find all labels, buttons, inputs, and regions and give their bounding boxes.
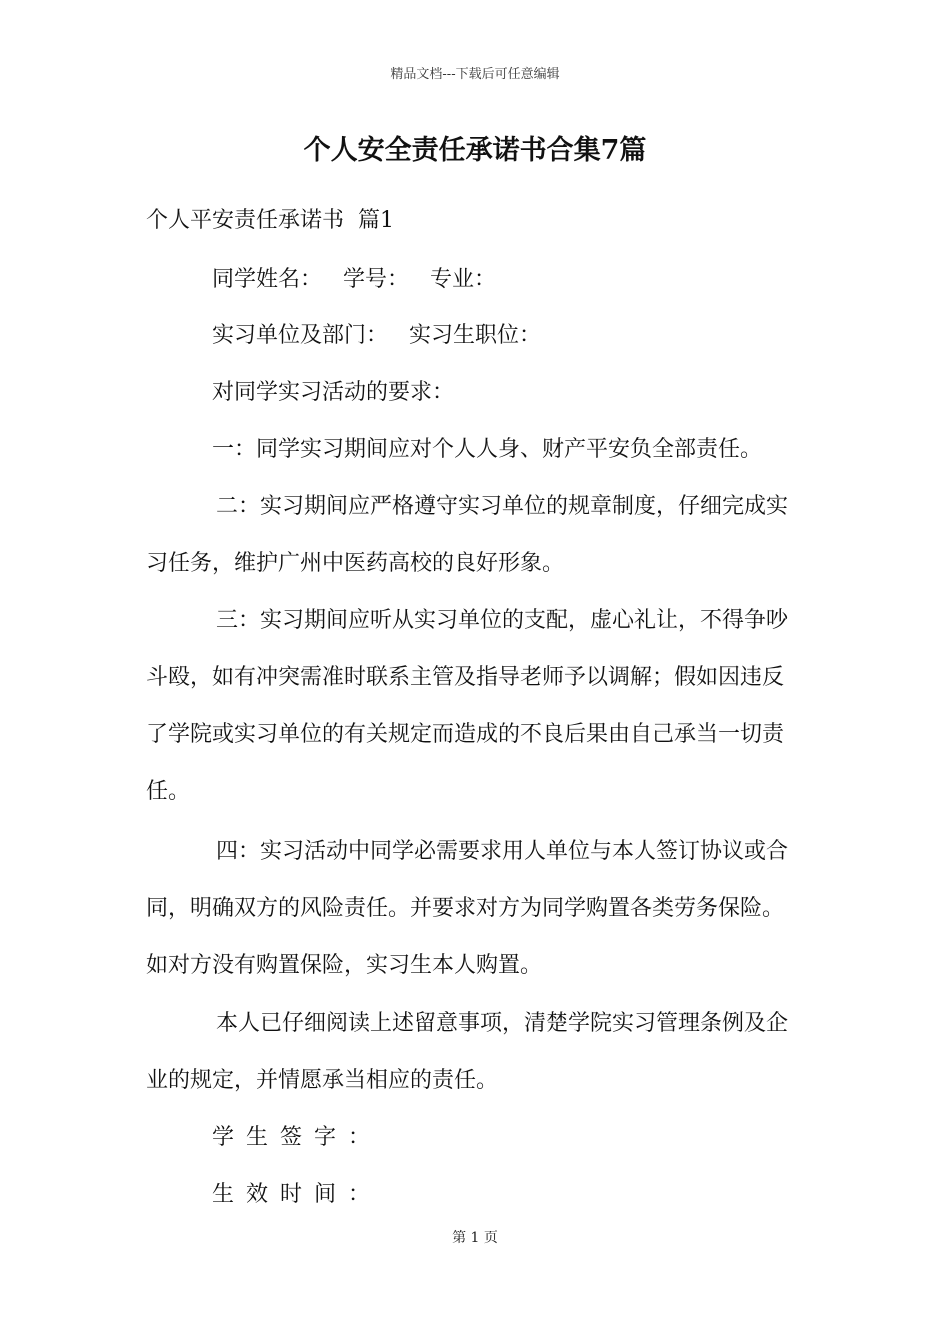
- requirement-three-continued: 任。: [146, 779, 191, 804]
- student-signature-label: 学生签字：: [212, 1125, 383, 1150]
- internship-unit-line: 实习单位及部门： 实习生职位：: [212, 323, 541, 348]
- student-info-line: 同学姓名： 学号： 专业：: [212, 267, 496, 292]
- page-header: 精品文档---下载后可任意编辑: [390, 67, 560, 82]
- requirement-three-continued: 斗殴，如有冲突需准时联系主管及指导老师予以调解；假如因违反: [146, 665, 785, 690]
- requirement-three-continued: 了学院或实习单位的有关规定而造成的不良后果由自己承当一切责: [146, 722, 785, 747]
- page-number: 第 1 页: [452, 1230, 498, 1246]
- requirement-two: 二：实习期间应严格遵守实习单位的规章制度，仔细完成实: [216, 494, 789, 519]
- requirement-one: 一：同学实习期间应对个人人身、财产平安负全部责任。: [212, 437, 763, 462]
- requirement-three: 三：实习期间应听从实习单位的支配，虚心礼让，不得争吵: [216, 608, 789, 633]
- acknowledgement: 本人已仔细阅读上述留意事项，清楚学院实习管理条例及企: [216, 1011, 789, 1036]
- requirement-four: 四：实习活动中同学必需要求用人单位与本人签订协议或合: [216, 839, 789, 864]
- requirement-two-continued: 习任务，维护广州中医药高校的良好形象。: [146, 551, 565, 576]
- effective-date-label: 生效时间：: [212, 1182, 383, 1207]
- section-heading: 个人平安责任承诺书 篇1: [146, 208, 394, 233]
- requirement-four-continued: 同，明确双方的风险责任。并要求对方为同学购置各类劳务保险。: [146, 896, 785, 921]
- acknowledgement-continued: 业的规定，并情愿承当相应的责任。: [146, 1068, 499, 1093]
- requirements-heading: 对同学实习活动的要求：: [212, 380, 455, 405]
- requirement-four-continued: 如对方没有购置保险，实习生本人购置。: [146, 953, 543, 978]
- document-title: 个人安全责任承诺书合集7篇: [303, 135, 647, 166]
